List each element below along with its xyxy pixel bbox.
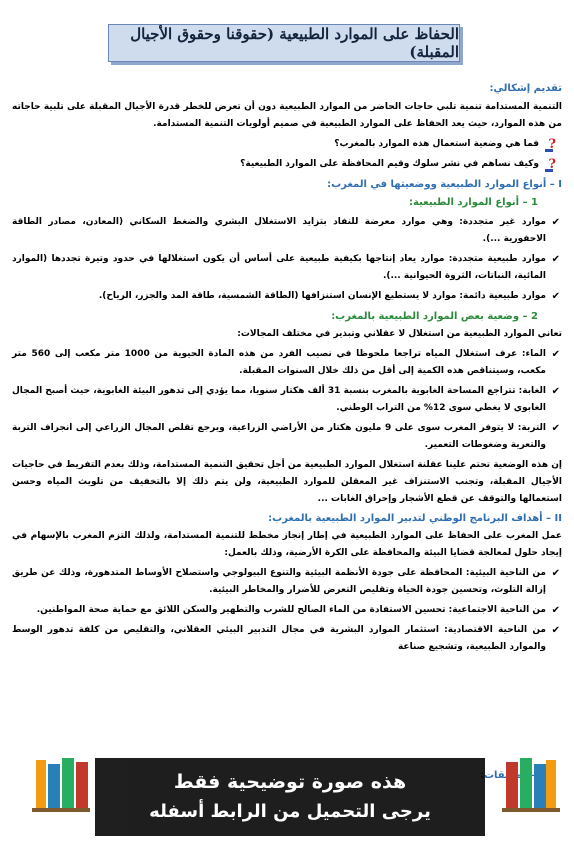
list-item	[12, 288, 562, 305]
checkmark-icon: ✔	[551, 291, 560, 302]
preview-watermark	[95, 758, 485, 836]
list-item	[12, 565, 562, 599]
question-item	[12, 156, 556, 173]
list-item	[12, 420, 562, 454]
watermark-line-2: يرجى التحميل من الرابط أسفله	[149, 801, 431, 822]
section-1-2-closing: إن هذه الوضعية تحتم علينا عقلنة استغلال الموارد الطبيعية من أجل تحقيق التنمية المستدامة، وذلك بعدم التفريط في حاجيات الأجيال المقبلة، وتجنب الاستنزاف غير المعقلن للموارد الطبيعية، ولن يتم ذلك إلا بالتخفيف من تلويث المياه وحسن استعمالها والتوقف عن قطع الأشجار وإحراق الغابات ...	[11, 460, 562, 504]
intro-paragraph: التنمية المستدامة تنمية تلبي حاجات الحاضر من الموارد الطبيعية دون أن تعرض للخطر قدرة الأجيال المقبلة على تلبية حاجاته من هذه الموارد، حيث يعد الحفاظ على الموارد الطبيعية في صميم أولويات التنمية المستدامة.	[12, 102, 562, 129]
list-item-text: من الناحية البيئية: المحافظة على جودة الأنظمة البيئية والتنوع البيولوجي واستصلاح الأوساط المتدهورة، وذلك عن طريق إزالة التلوث، وتحسين جودة الحياة وتقليص التعرض للأضرار والمخاطر البيئية.	[12, 568, 546, 595]
checkmark-icon: ✔	[551, 568, 560, 579]
checkmark-icon: ✔	[551, 386, 560, 397]
resource-status-list	[12, 346, 562, 454]
question-text: وكيف نساهم في نشر سلوك وقيم المحافظة على الموارد الطبيعية؟	[240, 159, 539, 169]
list-item	[12, 346, 562, 380]
list-item	[12, 251, 562, 285]
question-mark-icon	[545, 138, 556, 152]
list-item	[12, 622, 562, 656]
list-item-text: موارد طبيعية متجددة: موارد يعاد إنتاجها بكيفية طبيعية على أساس أن يكون استغلالها في حدود وتيرة تجددها (الموارد المائية، النباتات، الثروة الحيوانية ...).	[12, 254, 546, 281]
list-item-text: الغابة: تتراجع المساحة الغابوية بالمغرب بنسبة 31 ألف هكتار سنويا، مما يؤدي إلى تدهور البيئة الغابوية، حيث أصبح المجال الغابوي لا يغطي سوى 12% من التراب الوطني.	[12, 386, 546, 413]
section-2-paragraph: عمل المغرب على الحفاظ على الموارد الطبيعية في إطار إنجاز مخطط للتنمية المستدامة، ولذلك التزم المغرب بالإسهام في إيجاد حلول لمعالجة قضايا البيئة والمحافظة على الكرة الأرضية، وذلك بالعمل:	[12, 531, 562, 558]
list-item-text: موارد غير متجددة: وهي موارد معرضة للنفاد بتزايد الاستغلال البشري والضغط السكاني (المعادن، مصادر الطاقة الاحفورية ...).	[12, 217, 546, 244]
question-text: فما هي وضعية استعمال هذه الموارد بالمغرب؟	[334, 139, 539, 149]
list-item	[12, 383, 562, 417]
checkmark-icon: ✔	[551, 217, 560, 228]
resource-types-list	[12, 214, 562, 305]
list-item	[12, 214, 562, 248]
question-item	[12, 136, 556, 153]
section-1-2-paragraph: تعاني الموارد الطبيعية من استغلال لا عقلاني وتبذير في مختلف المجالات:	[237, 329, 562, 339]
section-1-2-heading: 2 – وضعية بعض الموارد الطبيعية بالمغرب:	[331, 311, 538, 322]
checkmark-icon: ✔	[551, 625, 560, 636]
list-item	[12, 602, 562, 619]
program-goals-list	[12, 565, 562, 656]
checkmark-icon: ✔	[551, 423, 560, 434]
intro-heading: تقديم إشكالي:	[489, 83, 562, 94]
section-3-heading: – تطبيقات:	[480, 770, 536, 781]
list-item-text: التربة: لا يتوفر المغرب سوى على 9 مليون هكتار من الأراضي الزراعية، ويرجع تقلص المجال الزراعي إلى انجراف التربة والتعرية وضغوطات التعمير.	[12, 423, 546, 450]
section-2-heading: II – أهداف البرنامج الوطني لتدبير الموارد الطبيعية بالمغرب:	[268, 513, 562, 524]
books-icon	[500, 752, 562, 814]
question-mark-icon	[545, 158, 556, 172]
section-1-heading: I – أنواع الموارد الطبيعية ووضعيتها في المغرب:	[327, 179, 562, 190]
document-body	[12, 80, 562, 659]
list-item-text: من الناحية الاجتماعية: تحسين الاستفادة من الماء الصالح للشرب والتطهير والسكن اللائق مع حماية صحة المواطنين.	[36, 605, 546, 615]
page-title-text: الحفاظ على الموارد الطبيعية (حقوقنا وحقوق الأجيال المقبلة)	[130, 25, 459, 61]
section-1-1-heading: 1 – أنواع الموارد الطبيعية:	[409, 197, 538, 208]
checkmark-icon: ✔	[551, 254, 560, 265]
list-item-text: من الناحية الاقتصادية: استثمار الموارد البشرية في مجال التدبير البيئي العقلاني، والتقليص من كلفة تدهور الوسط والموارد الطبيعية، وتشجيع صناعة	[12, 625, 546, 652]
watermark-line-1: هذه صورة توضيحية فقط	[173, 771, 407, 793]
page-title	[108, 24, 460, 62]
checkmark-icon: ✔	[551, 605, 560, 616]
books-icon	[30, 752, 92, 814]
list-item-text: الماء: عرف استغلال المياه تراجعا ملحوظا في نصيب الفرد من هذه المادة الحيوية من 1000 متر مكعب إلى 560 متر مكعب، وسيتناقص هذه الكمية إلى أقل من ذلك خلال السنوات المقبلة.	[12, 349, 546, 376]
list-item-text: موارد طبيعية دائمة: موارد لا يستطيع الإنسان استنزافها (الطاقة الشمسية، طاقة المد والجزر، الرياح).	[98, 291, 546, 301]
checkmark-icon: ✔	[551, 349, 560, 360]
